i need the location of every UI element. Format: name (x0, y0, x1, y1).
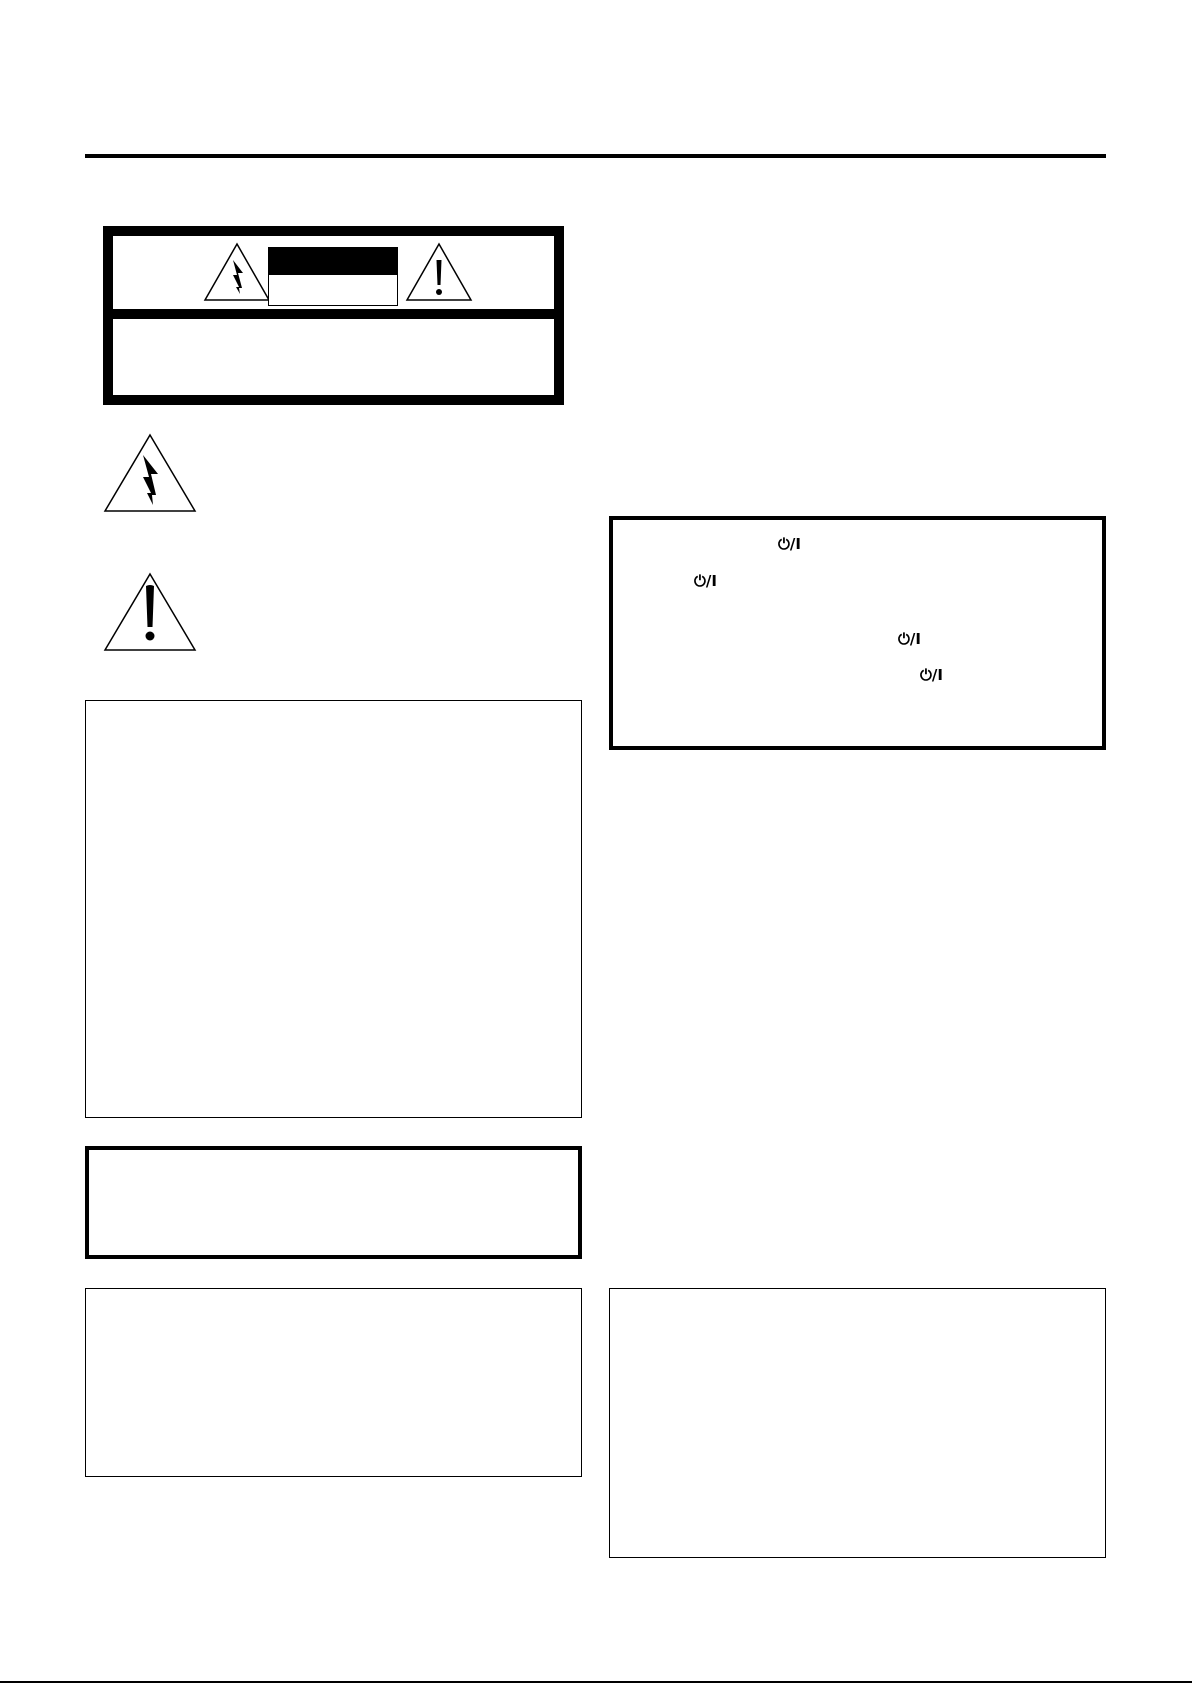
top-rule (85, 154, 1106, 158)
exclamation-symbol-icon (103, 572, 197, 652)
bottom-rule (0, 1681, 1192, 1683)
notice-box-left (85, 1288, 582, 1477)
lightning-warning-icon (203, 242, 271, 302)
caution-header-bar (268, 247, 398, 274)
power-symbol-2: ⏻/I (694, 572, 717, 590)
caution-divider (113, 309, 554, 319)
power-button-box (609, 516, 1106, 750)
power-symbol-1: ⏻/I (778, 535, 801, 553)
caution-header-panel (268, 274, 398, 306)
warning-box (85, 700, 582, 1118)
exclamation-warning-icon (405, 242, 473, 302)
power-symbol-4: ⏻/I (920, 666, 943, 684)
caution-label (103, 226, 564, 405)
power-symbol-3: ⏻/I (898, 630, 921, 648)
notice-box-right (609, 1288, 1106, 1558)
lightning-symbol-icon (103, 433, 197, 513)
caution-box (85, 1146, 582, 1259)
